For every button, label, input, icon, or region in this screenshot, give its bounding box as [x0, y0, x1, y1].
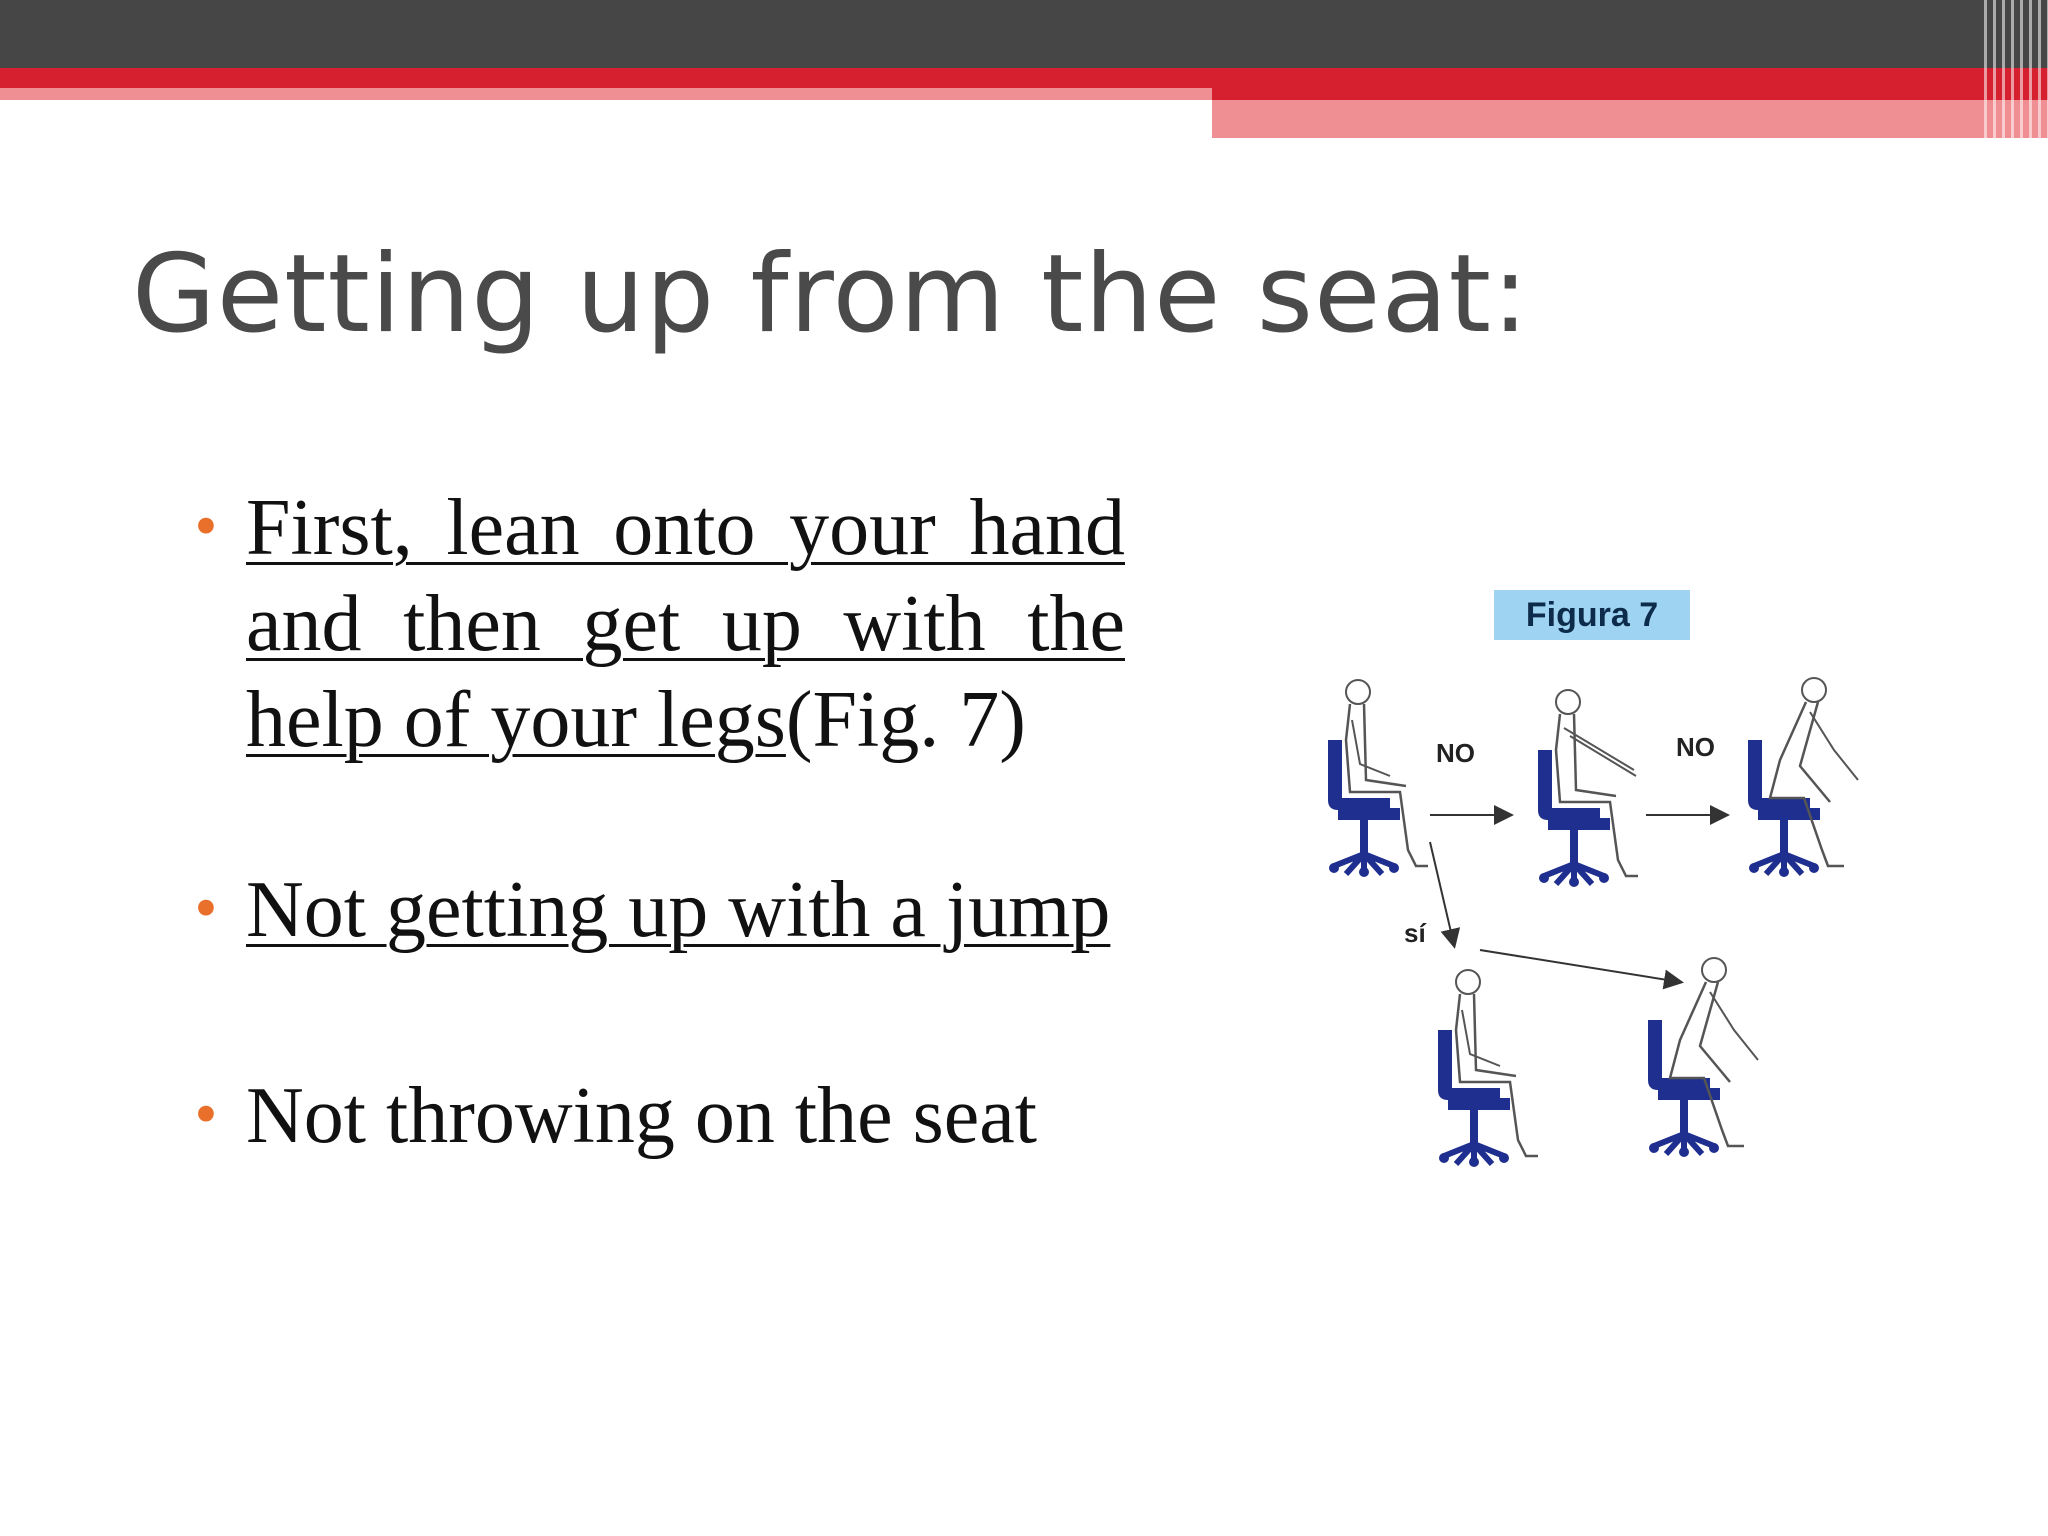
- bullet-dot-icon: •: [190, 1084, 222, 1147]
- figure-drawing: [1280, 560, 1920, 1200]
- bullet-item: [190, 1068, 1125, 1164]
- bullet-underlined-text: First, lean onto your hand and then get up with the help of your legs: [246, 484, 1125, 764]
- figure-no-label: NO: [1436, 738, 1475, 768]
- header-pink-bar: [1212, 100, 2048, 138]
- figure-no-label: NO: [1676, 732, 1715, 762]
- header-dark-bar: [0, 0, 2048, 68]
- figure-7-illustration: [1280, 560, 1920, 1200]
- slide-title: Getting up from the seat:: [132, 232, 1530, 357]
- arrow-icon: [1480, 950, 1680, 982]
- bullet-text: Not throwing on the seat: [246, 1072, 1037, 1160]
- figure-person-3: [1748, 678, 1858, 877]
- figure-person-5: [1648, 958, 1758, 1157]
- bullet-item: [190, 862, 1125, 958]
- bullet-text: (Fig. 7): [785, 676, 1026, 764]
- bullet-dot-icon: •: [190, 496, 222, 559]
- figure-si-label: sí: [1404, 918, 1426, 948]
- header-light-strip: [0, 88, 1212, 100]
- bullet-dot-icon: •: [190, 878, 222, 941]
- bullet-underlined-text: Not getting up with a jump: [246, 866, 1111, 954]
- figure-person-2: [1538, 690, 1638, 887]
- figure-label: Figura 7: [1525, 596, 1659, 634]
- figure-person-4: [1438, 970, 1538, 1167]
- bullet-item: [190, 480, 1125, 768]
- header-stripes: [1978, 0, 2048, 138]
- figure-person-1: [1328, 680, 1428, 877]
- bullet-list: [190, 480, 1125, 1164]
- arrow-icon: [1430, 842, 1454, 945]
